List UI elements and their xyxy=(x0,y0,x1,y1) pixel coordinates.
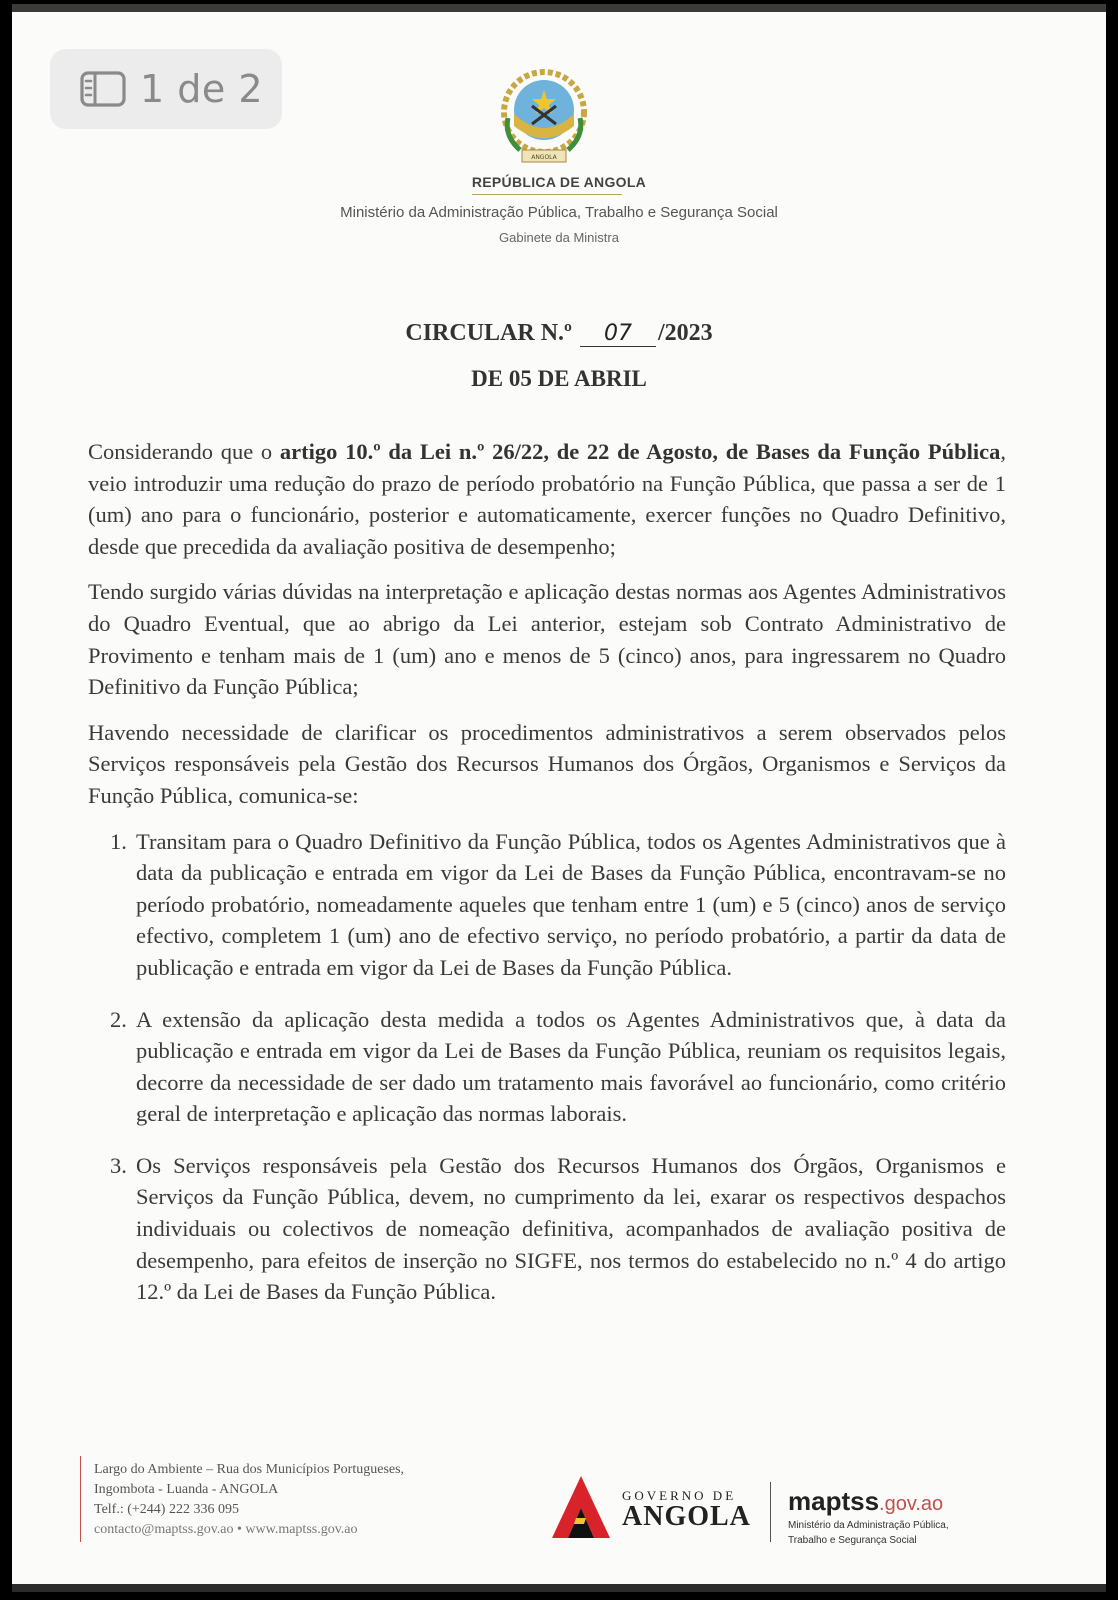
list-text: A extensão da aplicação desta medida a todos os Agentes Administrativos que, à data da publicação e entrada em vigor da Lei de Bases da Função Pública, reuniam os requisitos legais, decorre da necessidade de ser dado um tratamento mais favorável ao funcionário, como critério geral de interpretação e aplicação das normas laborais. xyxy=(136,1006,1006,1127)
svg-text:ANGOLA: ANGOLA xyxy=(531,154,557,161)
list-number: 1. xyxy=(110,828,127,854)
paragraph-text: Considerando que o xyxy=(88,439,280,464)
paragraph-text: , veio introduzir uma redução do prazo de período probatório na Função Pública, que passa a ser de 1 (um) ano para o funcionário, posterior e automaticamente, exercer funções no Quadro Definitivo, desde que precedida da avaliação positiva de desempenho; xyxy=(88,439,1007,559)
header-divider xyxy=(472,194,622,195)
list-item xyxy=(88,826,1006,984)
gov-small-text: GOVERNO DE xyxy=(622,1488,737,1503)
address-line: Largo do Ambiente – Rua dos Municípios Portugueses, xyxy=(94,1462,405,1477)
circular-title xyxy=(12,320,1106,347)
list-text: Os Serviços responsáveis pela Gestão dos Recursos Humanos dos Órgãos, Organismos e Serviços da Função Pública, devem, no cumprimento da lei, exarar os respectivos despachos individuais ou colectivos de nomeação definitiva, acompanhados de avaliação positiva de desempenho, para efeitos de inserção no SIGFE, nos termos do estabelecido no n.º 4 do artigo 12.º da Lei de Bases da Função Pública. xyxy=(136,1152,1006,1305)
document-page xyxy=(12,4,1106,1592)
sidebar-icon xyxy=(80,71,126,107)
governo-de-angola-logo-icon xyxy=(550,1474,612,1540)
phone-number: Telf.: (+244) 222 336 095 xyxy=(94,1502,239,1517)
maptss-subtitle: Trabalho e Segurança Social xyxy=(788,1535,917,1546)
maptss-domain: .gov.ao xyxy=(879,1493,944,1515)
gov-big-text: ANGOLA xyxy=(622,1501,751,1532)
law-reference: artigo 10.º da Lei n.º 26/22, de 22 de Agosto, de Bases da Função Pública xyxy=(279,439,1001,464)
list-item xyxy=(88,1004,1006,1130)
list-number: 2. xyxy=(110,1006,127,1032)
contact-links[interactable]: contacto@maptss.gov.ao • www.maptss.gov.ao xyxy=(94,1522,358,1537)
circular-prefix: CIRCULAR N.º xyxy=(405,320,572,346)
circular-date: DE 05 DE ABRIL xyxy=(471,366,647,391)
paragraph-havendo: Havendo necessidade de clarificar os procedimentos administrativos a serem observados pelos Serviços responsáveis pela Gestão dos Recursos Humanos dos Órgãos, Organismos e Serviços da Função Pública, comunica-se: xyxy=(88,719,1006,808)
ministry-heading: Ministério da Administração Pública, Trabalho e Segurança Social xyxy=(340,204,778,221)
provisions-list xyxy=(88,826,1006,1308)
page-indicator-label: 1 de 2 xyxy=(140,67,264,111)
governo-de-angola-wordmark xyxy=(622,1488,751,1533)
circular-year: /2023 xyxy=(657,320,713,346)
maptss-brand: maptss xyxy=(788,1486,880,1516)
address-line: Ingombota - Luanda - ANGOLA xyxy=(94,1482,279,1497)
angola-emblem-icon xyxy=(498,66,590,170)
circular-body xyxy=(88,436,1006,1328)
list-item xyxy=(88,1150,1006,1308)
top-edge xyxy=(12,4,1106,12)
maptss-subtitle: Ministério da Administração Pública, xyxy=(788,1520,949,1531)
circular-number: 07 xyxy=(580,322,656,347)
footer-separator xyxy=(770,1482,771,1542)
republic-heading: REPÚBLICA DE ANGOLA xyxy=(471,174,647,190)
footer-accent-line xyxy=(80,1456,81,1542)
paragraph-tendo: Tendo surgido várias dúvidas na interpretação e aplicação destas normas aos Agentes Administrativos do Quadro Eventual, que ao abrigo da Lei anterior, estejam sob Contrato Administrativo de Provimento e tenham mais de 1 (um) ano e menos de 5 (cinco) anos, para ingressarem no Quadro Definitivo da Função Pública; xyxy=(88,579,1006,700)
list-text: Transitam para o Quadro Definitivo da Função Pública, todos os Agentes Administrativos que à data da publicação e entrada em vigor da Lei de Bases da Função Pública, encontravam-se no período probatório, nomeadamente aqueles que tenham entre 1 (um) e 5 (cinco) anos de serviço efectivo, completem 1 (um) ano de efectivo serviço, no período probatório, a partir da data de publicação e entrada em vigor da Lei de Bases da Função Pública. xyxy=(136,828,1006,980)
paragraph-considerando xyxy=(88,436,1006,562)
maptss-logo xyxy=(788,1486,949,1547)
page-indicator[interactable] xyxy=(50,49,282,129)
bottom-edge xyxy=(12,1584,1106,1592)
cabinet-heading: Gabinete da Ministra xyxy=(499,230,619,245)
footer-address xyxy=(94,1460,404,1540)
list-number: 3. xyxy=(110,1152,127,1178)
